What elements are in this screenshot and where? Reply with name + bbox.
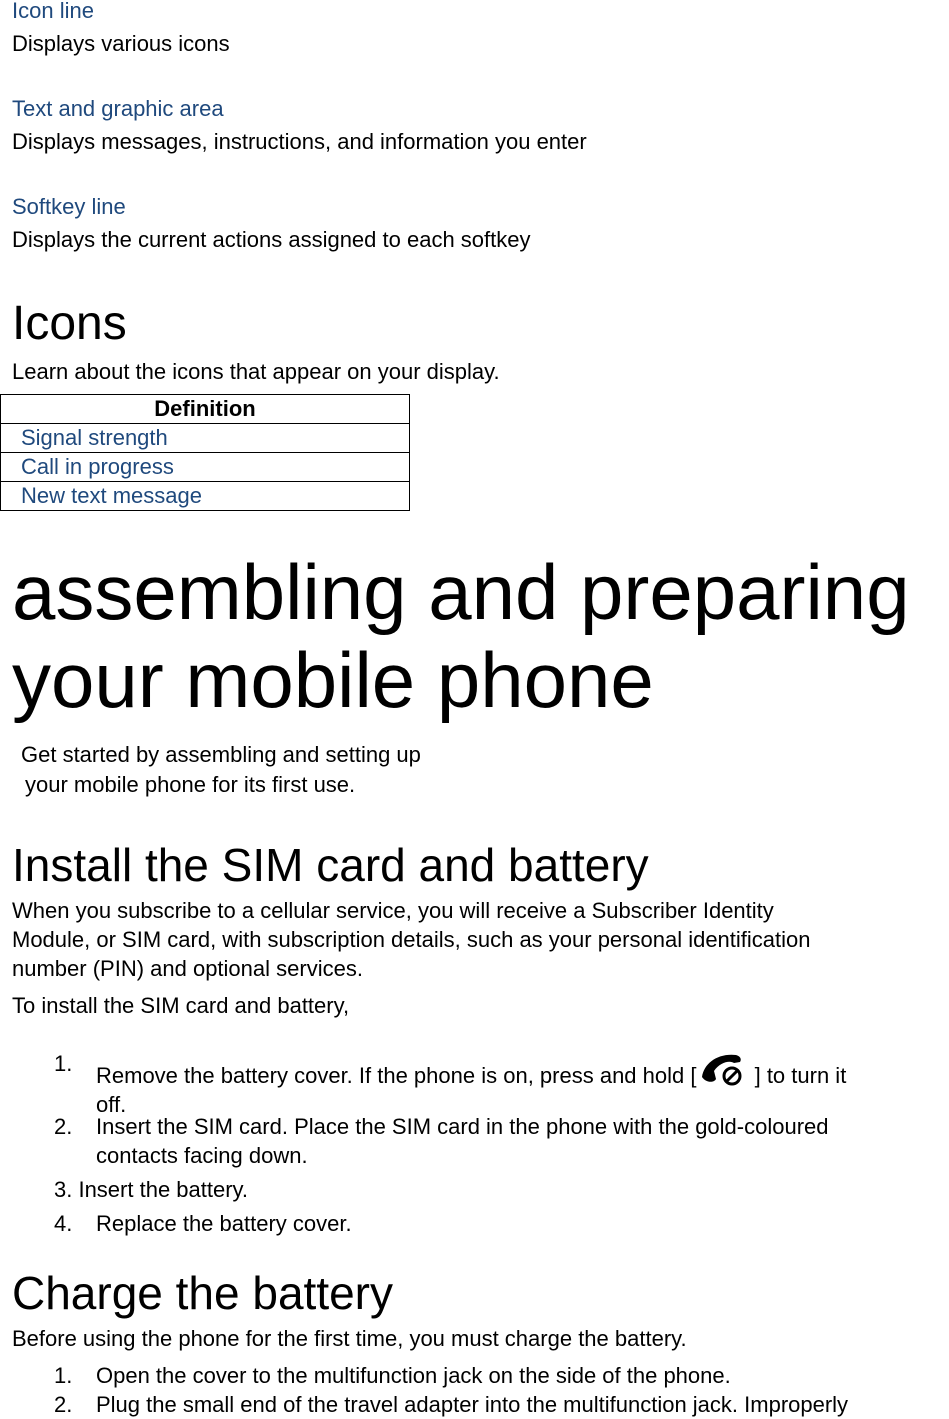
chapter-title-line2: your mobile phone xyxy=(12,636,654,724)
sim-para-line2: Module, or SIM card, with subscription details, such as your personal identification xyxy=(12,927,811,952)
table-row: Signal strength xyxy=(1,424,410,453)
chapter-intro-line1: Get started by assembling and setting up xyxy=(21,742,421,767)
chapter-intro-line2: your mobile phone for its first use. xyxy=(25,772,356,797)
step1-line2: off. xyxy=(96,1092,127,1117)
table-header-definition: Definition xyxy=(1,395,410,424)
softkey-line-desc: Displays the current actions assigned to each softkey xyxy=(12,227,531,252)
table-row: New text message xyxy=(1,482,410,511)
icons-heading: Icons xyxy=(12,297,127,350)
text-area-desc: Displays messages, instructions, and information you enter xyxy=(12,129,587,154)
end-call-key-icon xyxy=(696,1049,748,1089)
text-area-title: Text and graphic area xyxy=(12,96,224,121)
step-text xyxy=(96,1049,949,1119)
step-number: 1. xyxy=(54,1051,73,1076)
icons-table xyxy=(0,394,410,511)
step2-line2: contacts facing down. xyxy=(96,1143,308,1168)
step-text xyxy=(96,1112,949,1170)
step-text: Open the cover to the multifunction jack on the side of the phone. xyxy=(96,1363,731,1388)
step-number: 1. xyxy=(54,1363,73,1388)
step3-text: 3. Insert the battery. xyxy=(54,1177,249,1202)
chapter-title-line1: assembling and preparing xyxy=(12,548,910,636)
charge-intro: Before using the phone for the first time, you must charge the battery. xyxy=(12,1326,687,1351)
step-text: Replace the battery cover. xyxy=(96,1211,352,1236)
icons-intro: Learn about the icons that appear on your display. xyxy=(12,359,500,384)
sim-para-line1: When you subscribe to a cellular service, you will receive a Subscriber Identity xyxy=(12,898,774,923)
icon-line-title: Icon line xyxy=(12,0,94,23)
step-number: 2. xyxy=(54,1392,73,1417)
step-number: 4. xyxy=(54,1211,73,1236)
step-text: Plug the small end of the travel adapter into the multifunction jack. Improperly xyxy=(96,1392,849,1417)
step2-line1: Insert the SIM card. Place the SIM card in the phone with the gold-coloured xyxy=(96,1114,829,1139)
sim-heading: Install the SIM card and battery xyxy=(12,839,649,891)
charge-heading: Charge the battery xyxy=(12,1267,394,1319)
step-number: 2. xyxy=(54,1114,73,1139)
step1-after: ] to turn it xyxy=(754,1063,847,1088)
step1-before: Remove the battery cover. If the phone is on, press and hold [ xyxy=(96,1063,697,1088)
table-row: Call in progress xyxy=(1,453,410,482)
softkey-line-title: Softkey line xyxy=(12,194,126,219)
sim-para-line3: number (PIN) and optional services. xyxy=(12,956,363,981)
sim-lead: To install the SIM card and battery, xyxy=(12,993,350,1018)
icon-line-desc: Displays various icons xyxy=(12,31,230,56)
